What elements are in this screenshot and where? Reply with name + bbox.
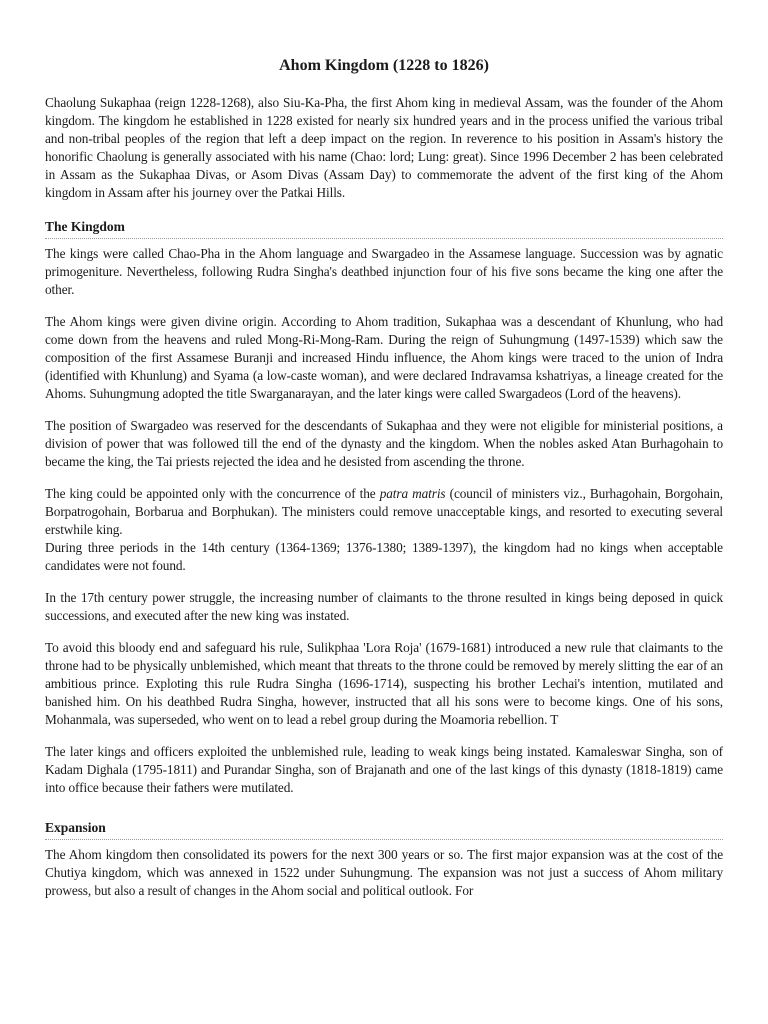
document-title: Ahom Kingdom (1228 to 1826) bbox=[279, 57, 489, 74]
kingdom-paragraph-8: The later kings and officers exploited the unblemished rule, leading to weak kings being instated. Kamaleswar Singha, son of Kadam Dighala (1795-1811) and Purandar Singha, son of Brajanath and one of the last kings of this dynasty (1818-1819) came into office because their fathers were mutilated. bbox=[45, 744, 723, 795]
document-page bbox=[45, 56, 723, 914]
intro-paragraph: Chaolung Sukaphaa (reign 1228-1268), also Siu-Ka-Pha, the first Ahom king in medieval Assam, was the founder of the Ahom kingdom. The kingdom he established in 1228 existed for nearly six hundred years and in the process unified the various tribal and non-tribal peoples of the region that left a deep impact on the region. In reverence to his position in Assam's history the honorific Chaolung is generally associated with his name (Chao: lord; Lung: great). Since 1996 December 2 has been celebrated in Assam as the Sukaphaa Divas, or Asom Divas (Assam Day) to commemorate the advent of the first king of the Ahom kingdom in Assam after his journey over the Patkai Hills. bbox=[45, 95, 723, 200]
kingdom-paragraph-5: During three periods in the 14th century (1364-1369; 1376-1380; 1389-1397), the kingdom had no kings when acceptable candidates were not found. bbox=[45, 540, 723, 573]
patra-matris-term: patra matris bbox=[379, 486, 446, 501]
kingdom-paragraph-2: The Ahom kings were given divine origin. According to Ahom tradition, Sukaphaa was a descendant of Khunlung, who had come down from the heavens and ruled Mong-Ri-Mong-Ram. During the reign of Suhungmung (1497-1539) which saw the composition of the first Assamese Buranji and increased Hindu influence, the Ahom kings were traced to the union of Indra (identified with Khunlung) and Syama (a low-caste woman), and were declared Indravamsa kshatriyas, a lineage created for the Ahoms. Suhungmung adopted the title Swarganarayan, and the later kings were called Swargadeos (Lord of the heavens). bbox=[45, 314, 723, 401]
kingdom-paragraph-7: To avoid this bloody end and safeguard his rule, Sulikphaa 'Lora Roja' (1679-1681) introduced a new rule that claimants to the throne had to be physically unblemished, which meant that threats to the throne could be removed by merely slitting the ear of an ambitious prince. Exploting this rule Rudra Singha (1696-1714), suspecting his brother Lechai's intention, mutilated and banished him. On his deathbed Rudra Singha, however, instructed that all his sons were to become kings. One of his sons, Mohanmala, was superseded, who went on to lead a rebel group during the Moamoria rebellion. T bbox=[45, 640, 723, 727]
kingdom-paragraph-1: The kings were called Chao-Pha in the Ahom language and Swargadeo in the Assamese language. Succession was by agnatic primogeniture. Nevertheless, following Rudra Singha's deathbed injunction four of his five sons became the king one after the other. bbox=[45, 246, 723, 297]
section-heading-expansion: Expansion bbox=[45, 819, 723, 840]
kingdom-paragraph-4 bbox=[45, 485, 723, 539]
kingdom-paragraph-4-end: (council of ministers viz., Burhagohain, Borgohain, Borpatrogohain, Borbarua and Borphukan). The ministers could remove unacceptable kings, and resorted to executing several erstwhile king. bbox=[45, 486, 724, 537]
expansion-paragraph-1: The Ahom kingdom then consolidated its powers for the next 300 years or so. The first major expansion was at the cost of the Chutiya kingdom, which was annexed in 1522 under Suhungmung. The expansion was not just a success of Ahom military prowess, but also a result of changes in the Ahom social and political outlook. For bbox=[45, 847, 723, 898]
section-heading-kingdom: The Kingdom bbox=[45, 218, 723, 239]
kingdom-paragraph-3: The position of Swargadeo was reserved for the descendants of Sukaphaa and they were not eligible for ministerial positions, a division of power that was followed till the end of the dynasty and the kingdom. When the nobles asked Atan Burhagohain to became the king, the Tai priests rejected the idea and he desisted from ascending the throne. bbox=[45, 418, 723, 469]
kingdom-paragraph-6: In the 17th century power struggle, the increasing number of claimants to the throne resulted in kings being deposed in quick successions, and executed after the new king was instated. bbox=[45, 590, 723, 623]
kingdom-paragraph-4-start: The king could be appointed only with the concurrence of the bbox=[45, 486, 380, 501]
